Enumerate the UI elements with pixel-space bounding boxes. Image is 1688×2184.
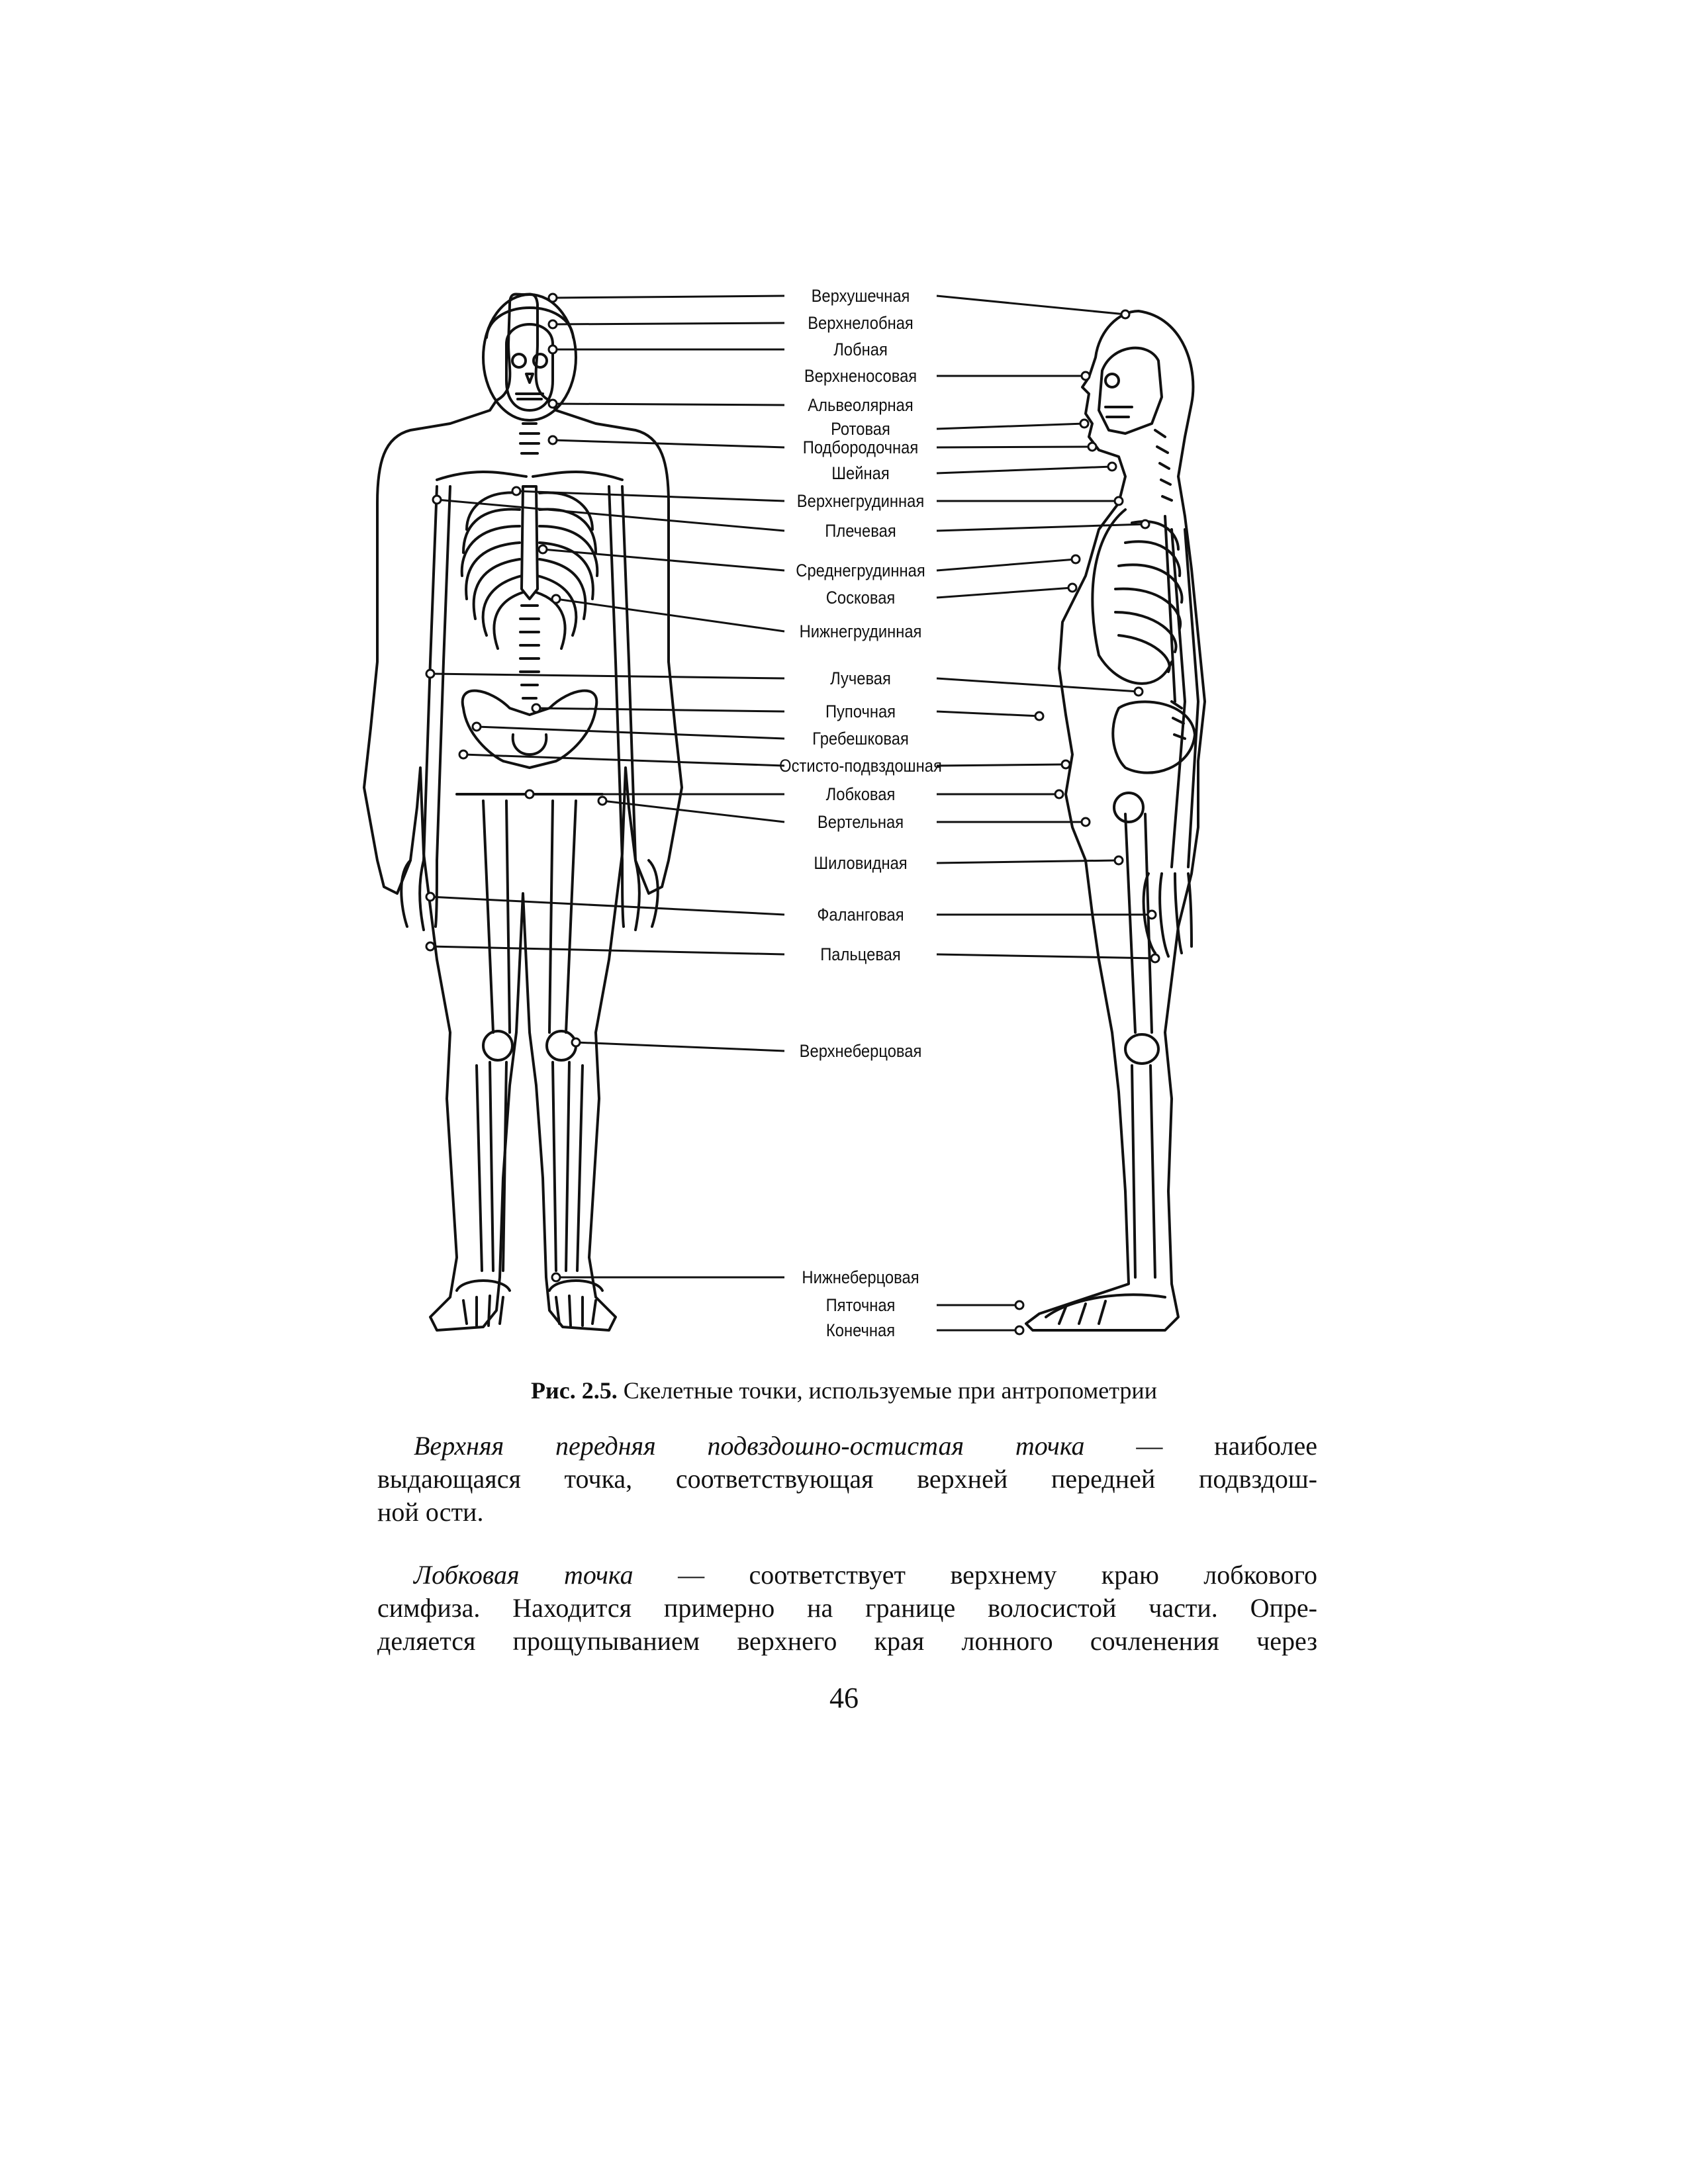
label-5: Альвеолярная: [808, 395, 914, 415]
leader-line-side-15: [937, 711, 1039, 716]
leader-line-front-9: [516, 491, 784, 501]
landmark-point-side-21: [1148, 911, 1156, 919]
page-number: 46: [829, 1682, 859, 1714]
landmark-point-front-5: [549, 400, 557, 408]
leader-line-side-11: [937, 559, 1076, 570]
landmark-point-front-18: [526, 790, 534, 798]
paragraph2-line3: деляется прощупыванием верхнего края лонного сочленения через: [377, 1626, 1317, 1656]
label-23: Верхнеберцовая: [799, 1041, 922, 1061]
front-view-figure: [364, 294, 682, 1330]
label-8: Шейная: [831, 463, 890, 483]
label-14: Лучевая: [830, 668, 891, 688]
paragraph2-term: Лобковая точка: [414, 1560, 633, 1590]
landmark-point-side-8: [1108, 463, 1116, 471]
figure-caption: [0, 1377, 1688, 1404]
landmark-point-side-6: [1080, 420, 1088, 428]
landmark-point-front-11: [539, 545, 547, 553]
label-24: Нижнеберцовая: [802, 1267, 919, 1287]
label-26: Конечная: [825, 1320, 896, 1340]
paragraph2-line1: [377, 1559, 1317, 1592]
paragraph1-line2: выдающаяся точка, соответствующая верхней передней подвздош-: [377, 1464, 1317, 1494]
landmark-point-side-18: [1055, 790, 1063, 798]
landmark-point-side-26: [1015, 1326, 1023, 1334]
leader-line-side-20: [937, 860, 1119, 863]
landmark-point-front-21: [426, 893, 434, 901]
leader-line-front-22: [430, 946, 784, 954]
paragraph-iliac-spine-point: [377, 1430, 1317, 1529]
figure-number: Рис. 2.5.: [531, 1377, 618, 1404]
leader-line-front-5: [553, 404, 784, 405]
leader-line-front-7: [553, 440, 784, 447]
figure-caption-text: Скелетные точки, используемые при антропометрии: [623, 1377, 1157, 1404]
label-6: Ротовая: [831, 419, 890, 439]
landmark-point-front-13: [552, 595, 560, 603]
leader-line-front-11: [543, 549, 784, 570]
landmark-point-front-9: [512, 487, 520, 495]
leader-line-side-10: [937, 524, 1145, 531]
landmark-point-front-16: [473, 723, 481, 731]
leader-line-side-14: [937, 678, 1139, 692]
landmark-point-side-20: [1115, 856, 1123, 864]
leader-line-side-6: [937, 424, 1084, 429]
landmark-point-side-4: [1082, 372, 1090, 380]
label-11: Среднегрудинная: [796, 561, 925, 580]
landmark-point-front-10: [433, 496, 441, 504]
landmark-point-side-7: [1088, 443, 1096, 451]
landmark-point-side-10: [1141, 520, 1149, 528]
paragraph1-line3: ной ости.: [377, 1497, 484, 1527]
landmark-point-front-3: [549, 345, 557, 353]
landmark-point-side-22: [1151, 954, 1159, 962]
leader-line-front-15: [536, 708, 784, 711]
label-13: Нижнегрудинная: [799, 621, 922, 641]
landmark-point-front-15: [532, 704, 540, 712]
leader-lines: [430, 296, 1155, 1330]
landmark-point-front-24: [552, 1273, 560, 1281]
landmark-point-front-17: [459, 751, 467, 758]
landmark-point-side-25: [1015, 1301, 1023, 1309]
landmark-point-side-19: [1082, 818, 1090, 826]
leader-line-front-14: [430, 674, 784, 678]
landmark-point-side-17: [1062, 760, 1070, 768]
paragraph2-line2: симфиза. Находится примерно на границе волосистой части. Опре-: [377, 1593, 1317, 1623]
leader-line-side-1: [937, 296, 1125, 314]
paragraph1-text-1: — наиболее: [1084, 1431, 1318, 1461]
paragraph-pubic-point: [377, 1559, 1317, 1658]
leader-line-side-8: [937, 467, 1112, 473]
landmark-point-front-1: [549, 294, 557, 302]
label-16: Гребешковая: [812, 729, 909, 749]
label-2: Верхнелобная: [808, 313, 914, 333]
leader-line-front-2: [553, 323, 784, 324]
label-25: Пяточная: [825, 1295, 896, 1315]
landmark-point-front-22: [426, 942, 434, 950]
leader-line-side-22: [937, 954, 1155, 958]
label-1: Верхушечная: [811, 286, 910, 306]
leader-line-front-1: [553, 296, 784, 298]
landmark-point-front-7: [549, 436, 557, 444]
label-18: Лобковая: [825, 784, 896, 804]
leader-line-front-23: [576, 1042, 784, 1051]
label-4: Верхненосовая: [804, 366, 917, 386]
landmark-points: [426, 294, 1159, 1334]
leader-line-front-21: [430, 897, 784, 915]
label-20: Шиловидная: [814, 853, 908, 873]
landmark-point-side-9: [1115, 497, 1123, 505]
leader-line-front-13: [556, 599, 784, 631]
label-10: Плечевая: [825, 521, 896, 541]
paragraph2-text-1: — соответствует верхнему краю лобкового: [633, 1560, 1318, 1590]
label-12: Сосковая: [825, 588, 896, 608]
label-19: Вертельная: [817, 812, 904, 832]
landmark-point-side-12: [1068, 584, 1076, 592]
label-22: Пальцевая: [820, 944, 901, 964]
label-9: Верхнегрудинная: [796, 491, 925, 511]
label-21: Фаланговая: [817, 905, 904, 925]
landmark-point-front-2: [549, 320, 557, 328]
landmark-point-front-23: [572, 1038, 580, 1046]
label-3: Лобная: [833, 340, 888, 359]
landmark-point-side-14: [1135, 688, 1143, 696]
paragraph1-term: Верхняя передняя подвздошно-остистая точка: [414, 1431, 1085, 1461]
landmark-point-front-14: [426, 670, 434, 678]
paragraph1-line1: [377, 1430, 1317, 1463]
landmark-point-front-19: [598, 797, 606, 805]
leader-line-side-17: [937, 764, 1066, 766]
leader-line-side-12: [937, 588, 1072, 598]
label-15: Пупочная: [825, 702, 896, 721]
label-17: Остисто-подвздошная: [779, 756, 942, 776]
label-7: Подбородочная: [802, 437, 919, 457]
landmark-point-side-11: [1072, 555, 1080, 563]
landmark-point-side-1: [1121, 310, 1129, 318]
landmark-point-side-15: [1035, 712, 1043, 720]
